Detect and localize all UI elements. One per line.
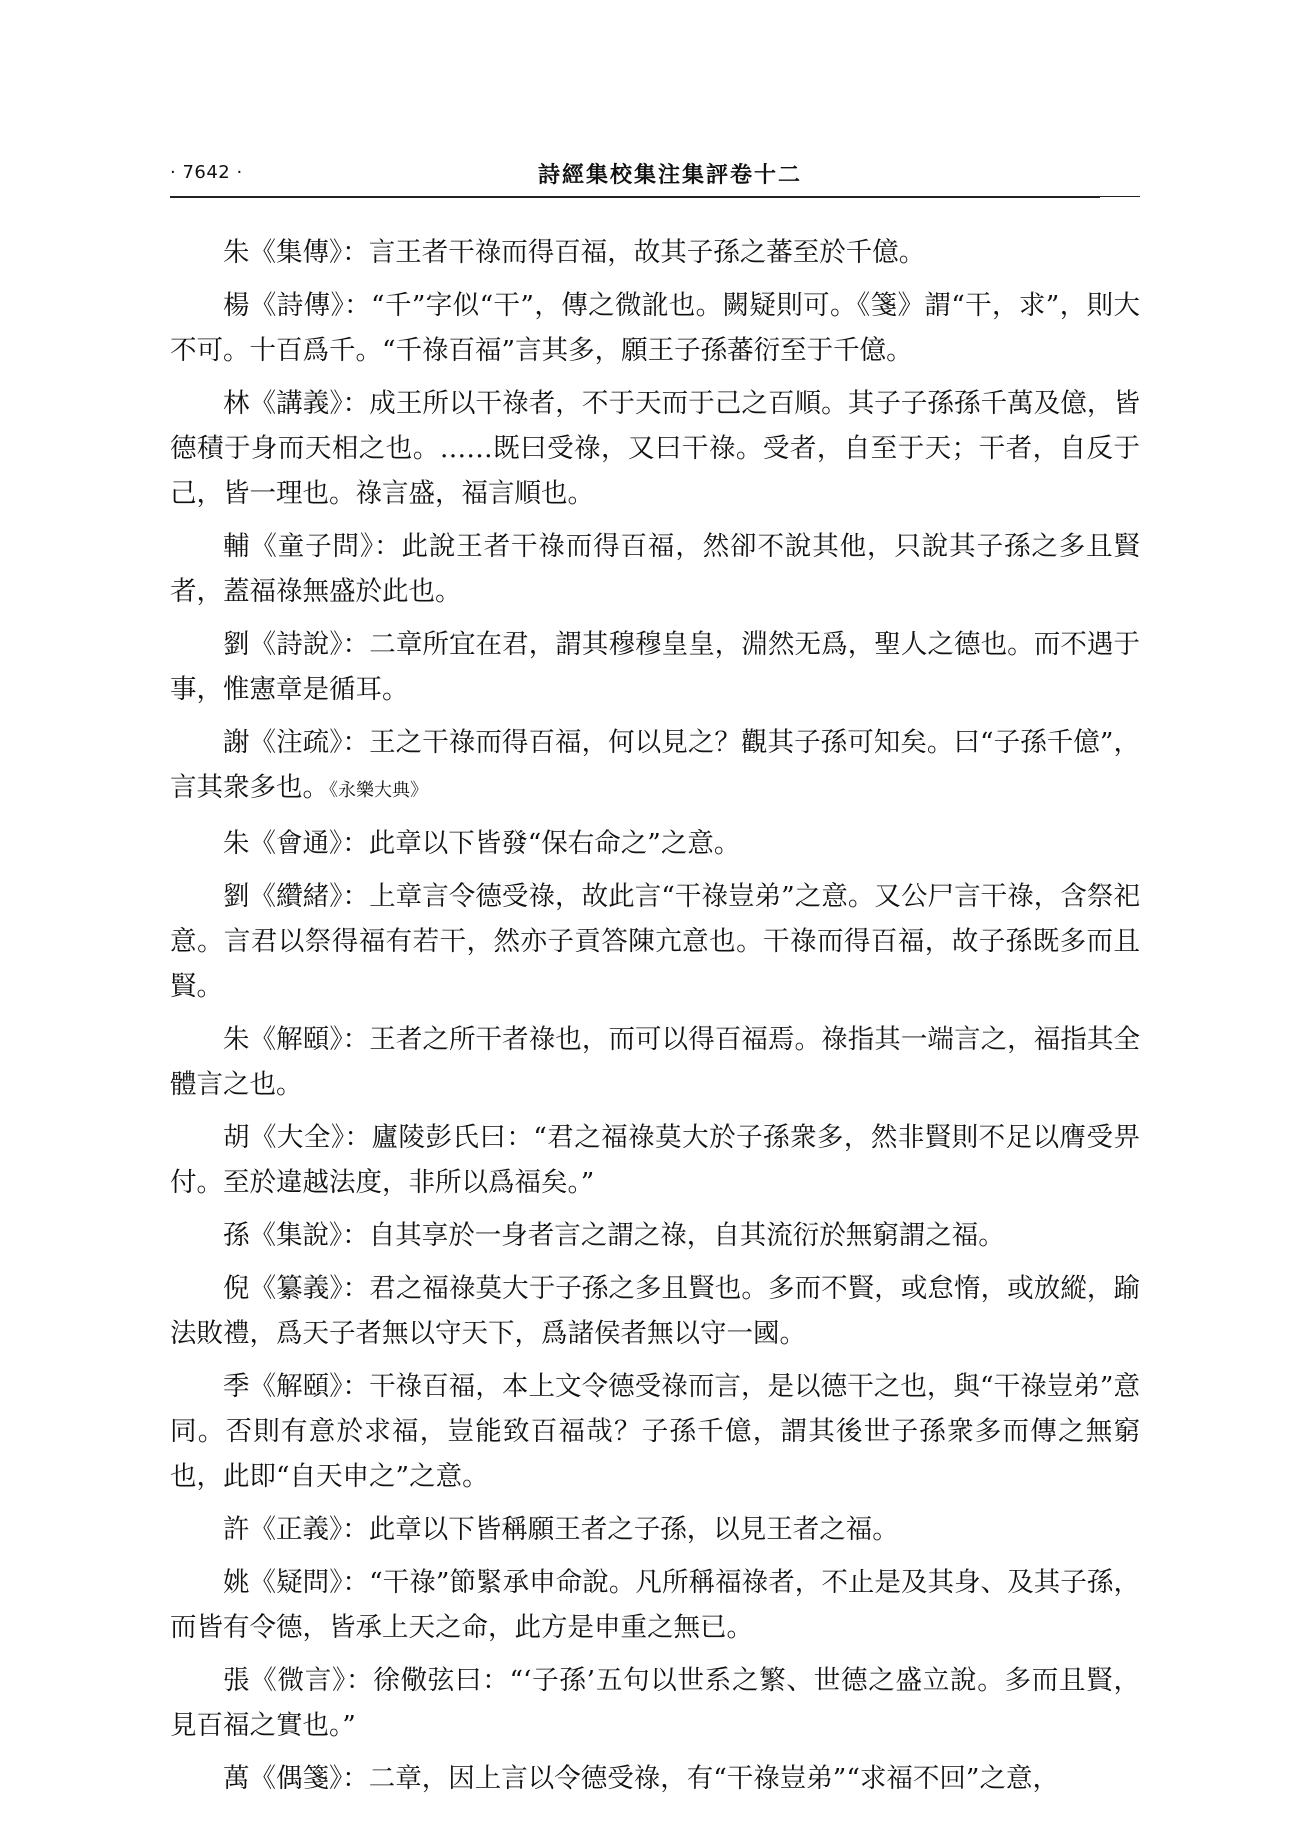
commentary-paragraph: 楊《詩傳》：“千”字似“干”，傳之微訛也。闕疑則可。《箋》謂“干，求”，則大不可。十百爲千。“千祿百福”言其多，願王子孫蕃衍至于千億。 (170, 290, 1140, 366)
commentary-paragraph: 林《講義》：成王所以干祿者，不于天而于己之百順。其子子孫孫千萬及億，皆德積于身而天相之也。……既曰受祿，又曰干祿。受者，自至于天；干者，自反于己，皆一理也。祿言盛，福言順也。 (170, 388, 1140, 509)
commentary-body (170, 230, 1140, 1809)
commentary-paragraph: 倪《纂義》：君之福祿莫大于子孫之多且賢也。多而不賢，或怠惰，或放縱，踰法敗禮，爲天子者無以守天下，爲諸侯者無以守一國。 (170, 1273, 1140, 1349)
source-note: 《永樂大典》 (329, 780, 428, 801)
commentary-paragraph: 輔《童子問》：此說王者干祿而得百福，然卻不說其他，只說其子孫之多且賢者，蓋福祿無盛於此也。 (170, 531, 1140, 607)
commentary-paragraph: 姚《疑問》：“干祿”節緊承申命說。凡所稱福祿者，不止是及其身、及其子孫，而皆有令德，皆承上天之命，此方是申重之無已。 (170, 1567, 1140, 1643)
commentary-paragraph: 萬《偶箋》：二章，因上言以令德受祿，有“干祿豈弟”“求福不回”之意， (223, 1763, 1059, 1794)
commentary-paragraph: 孫《集說》：自其享於一身者言之謂之祿，自其流衍於無窮謂之福。 (223, 1220, 1005, 1251)
commentary-paragraph: 朱《解頤》：王者之所干者祿也，而可以得百福焉。祿指其一端言之，福指其全體言之也。 (170, 1024, 1140, 1100)
header-rule-short (1048, 196, 1140, 197)
commentary-paragraph: 季《解頤》：干祿百福，本上文令德受祿而言，是以德干之也，與“干祿豈弟”意同。否則有意於求福，豈能致百福哉？子孫千億，謂其後世子孫衆多而傳之無窮也，此即“自天申之”之意。 (170, 1371, 1140, 1492)
commentary-paragraph: 許《正義》：此章以下皆稱願王者之子孫，以見王者之福。 (223, 1514, 899, 1545)
commentary-paragraph: 劉《詩說》：二章所宜在君，謂其穆穆皇皇，淵然无爲，聖人之德也。而不遇于事，惟憲章是循耳。 (170, 629, 1140, 705)
page-header (0, 0, 1300, 210)
header-rule (170, 196, 1100, 198)
page-number: · 7642 · (170, 162, 243, 183)
commentary-paragraph: 胡《大全》：廬陵彭氏曰：“君之福祿莫大於子孫衆多，然非賢則不足以膺受畀付。至於違越法度，非所以爲福矣。” (170, 1122, 1140, 1198)
commentary-paragraph: 朱《集傳》：言王者干祿而得百福，故其子孫之蕃至於千億。 (223, 237, 926, 268)
commentary-text: 謝《注疏》：王之干祿而得百福，何以見之？觀其子孫可知矣。曰“子孫千億”，言其衆多也。 (170, 727, 1140, 803)
commentary-paragraph: 劉《纘緒》：上章言令德受祿，故此言“干祿豈弟”之意。又公尸言干祿，含祭祀意。言君以祭得福有若干，然亦子貢答陳亢意也。干祿而得百福，故子孫既多而且賢。 (170, 881, 1140, 1002)
commentary-paragraph: 張《微言》：徐儆弦曰：“‘子孫’五句以世系之繁、世德之盛立說。多而且賢，見百福之實也。” (170, 1665, 1140, 1741)
running-title: 詩經集校集注集評卷十二 (537, 162, 802, 188)
commentary-paragraph-with-note (170, 720, 1140, 813)
commentary-paragraph: 朱《會通》：此章以下皆發“保右命之”之意。 (223, 828, 741, 859)
